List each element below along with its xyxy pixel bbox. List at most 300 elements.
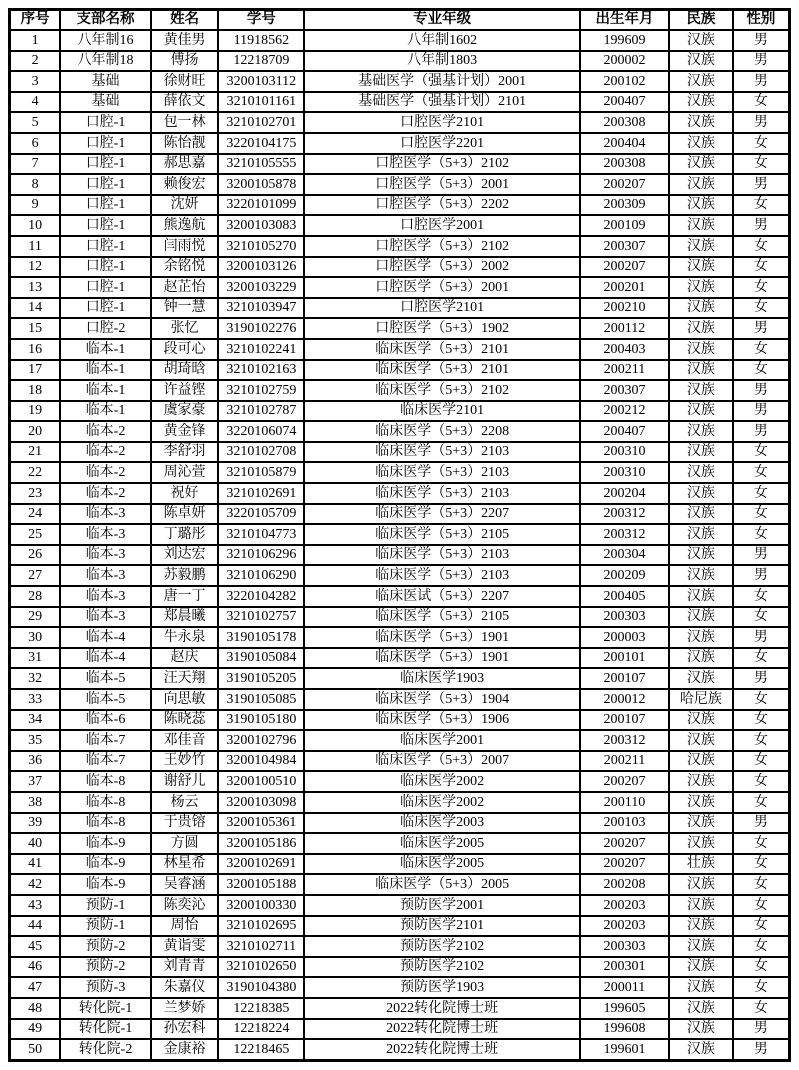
cell-branch: 转化院-2: [60, 1039, 151, 1060]
table-row: [10, 627, 790, 648]
cell-student-id: 3210103947: [218, 298, 304, 319]
cell-name: 汪天翔: [151, 668, 218, 689]
cell-student-id: 12218224: [218, 1019, 304, 1040]
table-row: [10, 92, 790, 113]
cell-major-grade: 临床医学（5+3）1901: [304, 648, 579, 669]
cell-name: 金康裕: [151, 1039, 218, 1060]
cell-name: 方圆: [151, 833, 218, 854]
table-row: [10, 380, 790, 401]
cell-index: 29: [10, 607, 61, 628]
table-row: [10, 936, 790, 957]
cell-birth-date: 200207: [580, 174, 669, 195]
cell-index: 3: [10, 71, 61, 92]
cell-index: 33: [10, 689, 61, 710]
cell-name: 余铭悦: [151, 257, 218, 278]
table-row: [10, 895, 790, 916]
cell-index: 41: [10, 854, 61, 875]
table-row: [10, 133, 790, 154]
cell-name: 黄金锋: [151, 421, 218, 442]
cell-index: 34: [10, 710, 61, 731]
cell-branch: 临本-5: [60, 668, 151, 689]
cell-birth-date: 200207: [580, 854, 669, 875]
cell-major-grade: 口腔医学2001: [304, 215, 579, 236]
table-row: [10, 771, 790, 792]
cell-branch: 口腔-1: [60, 298, 151, 319]
cell-index: 38: [10, 792, 61, 813]
cell-gender: 男: [733, 545, 790, 566]
cell-gender: 女: [733, 957, 790, 978]
cell-name: 包一林: [151, 112, 218, 133]
cell-birth-date: 199601: [580, 1039, 669, 1060]
cell-birth-date: 200201: [580, 277, 669, 298]
cell-birth-date: 199609: [580, 30, 669, 51]
cell-major-grade: 口腔医学（5+3）2002: [304, 257, 579, 278]
cell-gender: 男: [733, 401, 790, 422]
cell-student-id: 3210102163: [218, 360, 304, 381]
cell-birth-date: 200103: [580, 813, 669, 834]
cell-name: 周沁萱: [151, 462, 218, 483]
cell-major-grade: 临床医学2001: [304, 730, 579, 751]
cell-major-grade: 预防医学2102: [304, 936, 579, 957]
cell-ethnicity: 汉族: [669, 195, 733, 216]
cell-birth-date: 200112: [580, 318, 669, 339]
cell-ethnicity: 壮族: [669, 854, 733, 875]
cell-name: 胡琦晗: [151, 360, 218, 381]
cell-major-grade: 临床医学（5+3）2103: [304, 545, 579, 566]
cell-student-id: 3190105180: [218, 710, 304, 731]
cell-branch: 临本-4: [60, 627, 151, 648]
cell-gender: 女: [733, 874, 790, 895]
cell-birth-date: 200405: [580, 586, 669, 607]
cell-birth-date: 200303: [580, 936, 669, 957]
cell-branch: 临本-1: [60, 401, 151, 422]
cell-name: 虞家豪: [151, 401, 218, 422]
cell-branch: 口腔-1: [60, 257, 151, 278]
cell-branch: 临本-1: [60, 339, 151, 360]
cell-gender: 男: [733, 1019, 790, 1040]
cell-branch: 预防-1: [60, 895, 151, 916]
cell-major-grade: 临床医学2101: [304, 401, 579, 422]
cell-gender: 男: [733, 421, 790, 442]
cell-gender: 女: [733, 462, 790, 483]
cell-ethnicity: 汉族: [669, 318, 733, 339]
cell-index: 47: [10, 977, 61, 998]
cell-gender: 女: [733, 236, 790, 257]
cell-gender: 男: [733, 215, 790, 236]
cell-name: 陈晓蕊: [151, 710, 218, 731]
cell-index: 28: [10, 586, 61, 607]
cell-name: 黄佳男: [151, 30, 218, 51]
cell-name: 吴睿涵: [151, 874, 218, 895]
cell-name: 黄诣雯: [151, 936, 218, 957]
table-row: [10, 462, 790, 483]
cell-name: 陈卓妍: [151, 504, 218, 525]
cell-major-grade: 预防医学2102: [304, 957, 579, 978]
cell-major-grade: 2022转化院博士班: [304, 1039, 579, 1060]
cell-index: 50: [10, 1039, 61, 1060]
cell-major-grade: 临床医学1903: [304, 668, 579, 689]
cell-major-grade: 临床医学（5+3）1906: [304, 710, 579, 731]
cell-name: 兰梦娇: [151, 998, 218, 1019]
cell-student-id: 3190105205: [218, 668, 304, 689]
cell-gender: 女: [733, 833, 790, 854]
cell-birth-date: 200404: [580, 133, 669, 154]
cell-gender: 女: [733, 730, 790, 751]
cell-branch: 口腔-1: [60, 236, 151, 257]
cell-birth-date: 200307: [580, 236, 669, 257]
cell-name: 钟一慧: [151, 298, 218, 319]
cell-ethnicity: 汉族: [669, 504, 733, 525]
table-row: [10, 339, 790, 360]
cell-birth-date: 200212: [580, 401, 669, 422]
cell-birth-date: 200208: [580, 874, 669, 895]
cell-gender: 女: [733, 895, 790, 916]
cell-name: 孙宏科: [151, 1019, 218, 1040]
cell-ethnicity: 汉族: [669, 524, 733, 545]
cell-index: 26: [10, 545, 61, 566]
cell-birth-date: 200312: [580, 524, 669, 545]
cell-birth-date: 200310: [580, 442, 669, 463]
cell-major-grade: 口腔医学（5+3）2001: [304, 277, 579, 298]
cell-ethnicity: 汉族: [669, 112, 733, 133]
cell-major-grade: 口腔医学（5+3）1902: [304, 318, 579, 339]
cell-birth-date: 200109: [580, 215, 669, 236]
cell-student-id: 3200103126: [218, 257, 304, 278]
cell-major-grade: 口腔医学2201: [304, 133, 579, 154]
cell-name: 祝好: [151, 483, 218, 504]
cell-ethnicity: 汉族: [669, 998, 733, 1019]
cell-gender: 男: [733, 380, 790, 401]
cell-name: 刘达宏: [151, 545, 218, 566]
cell-branch: 临本-2: [60, 483, 151, 504]
cell-branch: 临本-1: [60, 360, 151, 381]
cell-major-grade: 预防医学1903: [304, 977, 579, 998]
cell-gender: 女: [733, 771, 790, 792]
cell-gender: 男: [733, 112, 790, 133]
table-row: [10, 916, 790, 937]
cell-student-id: 3220106074: [218, 421, 304, 442]
cell-name: 苏毅鹏: [151, 565, 218, 586]
cell-birth-date: 199605: [580, 998, 669, 1019]
cell-student-id: 3200100510: [218, 771, 304, 792]
cell-branch: 预防-2: [60, 936, 151, 957]
cell-gender: 男: [733, 71, 790, 92]
cell-branch: 临本-8: [60, 792, 151, 813]
cell-student-id: 3200105878: [218, 174, 304, 195]
cell-branch: 临本-3: [60, 607, 151, 628]
cell-student-id: 3210102650: [218, 957, 304, 978]
cell-ethnicity: 汉族: [669, 710, 733, 731]
column-header-ethnicity: 民族: [669, 10, 733, 31]
cell-birth-date: 200210: [580, 298, 669, 319]
cell-index: 18: [10, 380, 61, 401]
cell-birth-date: 200301: [580, 957, 669, 978]
cell-index: 45: [10, 936, 61, 957]
cell-name: 李舒羽: [151, 442, 218, 463]
cell-birth-date: 200407: [580, 421, 669, 442]
table-row: [10, 112, 790, 133]
cell-ethnicity: 汉族: [669, 895, 733, 916]
cell-name: 赵芷怡: [151, 277, 218, 298]
cell-major-grade: 八年制1803: [304, 51, 579, 72]
table-row: [10, 504, 790, 525]
cell-student-id: 3200104984: [218, 751, 304, 772]
table-row: [10, 277, 790, 298]
cell-ethnicity: 汉族: [669, 483, 733, 504]
cell-major-grade: 临床医学（5+3）2005: [304, 874, 579, 895]
cell-branch: 临本-2: [60, 462, 151, 483]
table-row: [10, 648, 790, 669]
cell-name: 向思敏: [151, 689, 218, 710]
cell-ethnicity: 哈尼族: [669, 689, 733, 710]
cell-index: 35: [10, 730, 61, 751]
cell-birth-date: 200110: [580, 792, 669, 813]
cell-student-id: 3190104380: [218, 977, 304, 998]
cell-index: 8: [10, 174, 61, 195]
cell-index: 16: [10, 339, 61, 360]
cell-index: 37: [10, 771, 61, 792]
cell-major-grade: 口腔医学（5+3）2001: [304, 174, 579, 195]
cell-gender: 女: [733, 524, 790, 545]
cell-index: 1: [10, 30, 61, 51]
cell-ethnicity: 汉族: [669, 154, 733, 175]
cell-gender: 女: [733, 504, 790, 525]
cell-gender: 男: [733, 1039, 790, 1060]
table-row: [10, 565, 790, 586]
cell-student-id: 3220104175: [218, 133, 304, 154]
cell-student-id: 3200105361: [218, 813, 304, 834]
cell-student-id: 3210102711: [218, 936, 304, 957]
cell-ethnicity: 汉族: [669, 71, 733, 92]
cell-ethnicity: 汉族: [669, 51, 733, 72]
cell-gender: 男: [733, 51, 790, 72]
cell-major-grade: 临床医学（5+3）1901: [304, 627, 579, 648]
cell-gender: 女: [733, 710, 790, 731]
cell-ethnicity: 汉族: [669, 236, 733, 257]
cell-birth-date: 200204: [580, 483, 669, 504]
cell-ethnicity: 汉族: [669, 648, 733, 669]
cell-ethnicity: 汉族: [669, 874, 733, 895]
cell-major-grade: 2022转化院博士班: [304, 998, 579, 1019]
cell-branch: 临本-3: [60, 586, 151, 607]
cell-index: 25: [10, 524, 61, 545]
table-row: [10, 854, 790, 875]
cell-birth-date: 200308: [580, 154, 669, 175]
cell-index: 31: [10, 648, 61, 669]
table-row: [10, 318, 790, 339]
cell-ethnicity: 汉族: [669, 421, 733, 442]
cell-ethnicity: 汉族: [669, 277, 733, 298]
cell-major-grade: 预防医学2001: [304, 895, 579, 916]
table-row: [10, 483, 790, 504]
cell-major-grade: 临床医学（5+3）2207: [304, 504, 579, 525]
cell-name: 朱嘉仪: [151, 977, 218, 998]
table-row: [10, 360, 790, 381]
cell-major-grade: 临床医学（5+3）2101: [304, 360, 579, 381]
cell-name: 傅扬: [151, 51, 218, 72]
cell-major-grade: 口腔医学（5+3）2102: [304, 236, 579, 257]
table-row: [10, 977, 790, 998]
cell-ethnicity: 汉族: [669, 298, 733, 319]
cell-index: 22: [10, 462, 61, 483]
cell-name: 杨云: [151, 792, 218, 813]
cell-branch: 口腔-1: [60, 277, 151, 298]
table-header: [10, 10, 790, 31]
cell-index: 24: [10, 504, 61, 525]
cell-index: 48: [10, 998, 61, 1019]
cell-birth-date: 200312: [580, 504, 669, 525]
cell-name: 唐一丁: [151, 586, 218, 607]
cell-major-grade: 预防医学2101: [304, 916, 579, 937]
cell-ethnicity: 汉族: [669, 730, 733, 751]
table-row: [10, 545, 790, 566]
cell-name: 熊逸航: [151, 215, 218, 236]
cell-ethnicity: 汉族: [669, 916, 733, 937]
cell-name: 赖俊宏: [151, 174, 218, 195]
cell-gender: 女: [733, 442, 790, 463]
cell-name: 张忆: [151, 318, 218, 339]
cell-ethnicity: 汉族: [669, 792, 733, 813]
cell-index: 43: [10, 895, 61, 916]
cell-major-grade: 临床医学（5+3）2103: [304, 483, 579, 504]
cell-branch: 临本-3: [60, 565, 151, 586]
cell-major-grade: 临床医学（5+3）2007: [304, 751, 579, 772]
cell-gender: 男: [733, 30, 790, 51]
cell-major-grade: 临床医学（5+3）2101: [304, 339, 579, 360]
cell-major-grade: 口腔医学2101: [304, 112, 579, 133]
table-row: [10, 607, 790, 628]
cell-major-grade: 临床医学（5+3）2105: [304, 524, 579, 545]
cell-index: 4: [10, 92, 61, 113]
cell-birth-date: 200002: [580, 51, 669, 72]
cell-student-id: 12218385: [218, 998, 304, 1019]
cell-index: 17: [10, 360, 61, 381]
cell-student-id: 3210102701: [218, 112, 304, 133]
cell-ethnicity: 汉族: [669, 339, 733, 360]
cell-name: 赵庆: [151, 648, 218, 669]
cell-student-id: 3200103098: [218, 792, 304, 813]
cell-ethnicity: 汉族: [669, 1019, 733, 1040]
cell-student-id: 3210102691: [218, 483, 304, 504]
table-row: [10, 998, 790, 1019]
cell-branch: 临本-4: [60, 648, 151, 669]
cell-birth-date: 200101: [580, 648, 669, 669]
cell-ethnicity: 汉族: [669, 833, 733, 854]
cell-student-id: 3210106296: [218, 545, 304, 566]
cell-major-grade: 临床医学2002: [304, 771, 579, 792]
cell-birth-date: 200312: [580, 730, 669, 751]
table-row: [10, 874, 790, 895]
cell-student-id: 3190105178: [218, 627, 304, 648]
cell-branch: 临本-8: [60, 771, 151, 792]
cell-student-id: 3200103229: [218, 277, 304, 298]
cell-name: 陈怡靓: [151, 133, 218, 154]
column-header-name: 姓名: [151, 10, 218, 31]
cell-branch: 基础: [60, 71, 151, 92]
cell-branch: 口腔-1: [60, 174, 151, 195]
cell-student-id: 3200105188: [218, 874, 304, 895]
cell-branch: 临本-2: [60, 442, 151, 463]
cell-major-grade: 2022转化院博士班: [304, 1019, 579, 1040]
cell-branch: 临本-1: [60, 380, 151, 401]
cell-gender: 女: [733, 751, 790, 772]
cell-major-grade: 临床医学2002: [304, 792, 579, 813]
cell-birth-date: 200107: [580, 710, 669, 731]
table-row: [10, 236, 790, 257]
cell-ethnicity: 汉族: [669, 751, 733, 772]
table-row: [10, 668, 790, 689]
cell-branch: 预防-2: [60, 957, 151, 978]
cell-birth-date: 200207: [580, 833, 669, 854]
table-row: [10, 174, 790, 195]
cell-major-grade: 临床医学2003: [304, 813, 579, 834]
table-row: [10, 154, 790, 175]
cell-gender: 女: [733, 92, 790, 113]
cell-name: 郑晨曦: [151, 607, 218, 628]
cell-index: 32: [10, 668, 61, 689]
cell-ethnicity: 汉族: [669, 401, 733, 422]
cell-birth-date: 200209: [580, 565, 669, 586]
cell-major-grade: 临床医学2005: [304, 854, 579, 875]
student-roster-table: [8, 8, 791, 1062]
cell-birth-date: 200003: [580, 627, 669, 648]
cell-branch: 基础: [60, 92, 151, 113]
cell-birth-date: 200211: [580, 360, 669, 381]
cell-ethnicity: 汉族: [669, 174, 733, 195]
cell-student-id: 3220101099: [218, 195, 304, 216]
cell-birth-date: 200303: [580, 607, 669, 628]
cell-ethnicity: 汉族: [669, 586, 733, 607]
cell-student-id: 3210102695: [218, 916, 304, 937]
cell-name: 于贵镕: [151, 813, 218, 834]
cell-gender: 女: [733, 483, 790, 504]
cell-gender: 女: [733, 689, 790, 710]
cell-birth-date: 199608: [580, 1019, 669, 1040]
cell-gender: 女: [733, 648, 790, 669]
cell-ethnicity: 汉族: [669, 92, 733, 113]
column-header-major-grade: 专业年级: [304, 10, 579, 31]
table-row: [10, 442, 790, 463]
cell-gender: 女: [733, 977, 790, 998]
cell-student-id: 3210105270: [218, 236, 304, 257]
cell-branch: 临本-3: [60, 524, 151, 545]
cell-major-grade: 口腔医学（5+3）2202: [304, 195, 579, 216]
cell-name: 林星希: [151, 854, 218, 875]
table-row: [10, 957, 790, 978]
table-row: [10, 833, 790, 854]
cell-major-grade: 临床医学（5+3）1904: [304, 689, 579, 710]
cell-branch: 临本-7: [60, 730, 151, 751]
cell-branch: 口腔-2: [60, 318, 151, 339]
cell-gender: 女: [733, 998, 790, 1019]
cell-branch: 转化院-1: [60, 998, 151, 1019]
cell-birth-date: 200207: [580, 771, 669, 792]
cell-birth-date: 200203: [580, 916, 669, 937]
cell-index: 20: [10, 421, 61, 442]
cell-name: 陈奕沁: [151, 895, 218, 916]
cell-major-grade: 基础医学（强基计划）2001: [304, 71, 579, 92]
cell-index: 30: [10, 627, 61, 648]
table-row: [10, 710, 790, 731]
cell-student-id: 3210102757: [218, 607, 304, 628]
table-row: [10, 421, 790, 442]
cell-branch: 八年制18: [60, 51, 151, 72]
table-row: [10, 195, 790, 216]
cell-gender: 男: [733, 668, 790, 689]
cell-ethnicity: 汉族: [669, 215, 733, 236]
cell-branch: 临本-8: [60, 813, 151, 834]
cell-branch: 口腔-1: [60, 215, 151, 236]
